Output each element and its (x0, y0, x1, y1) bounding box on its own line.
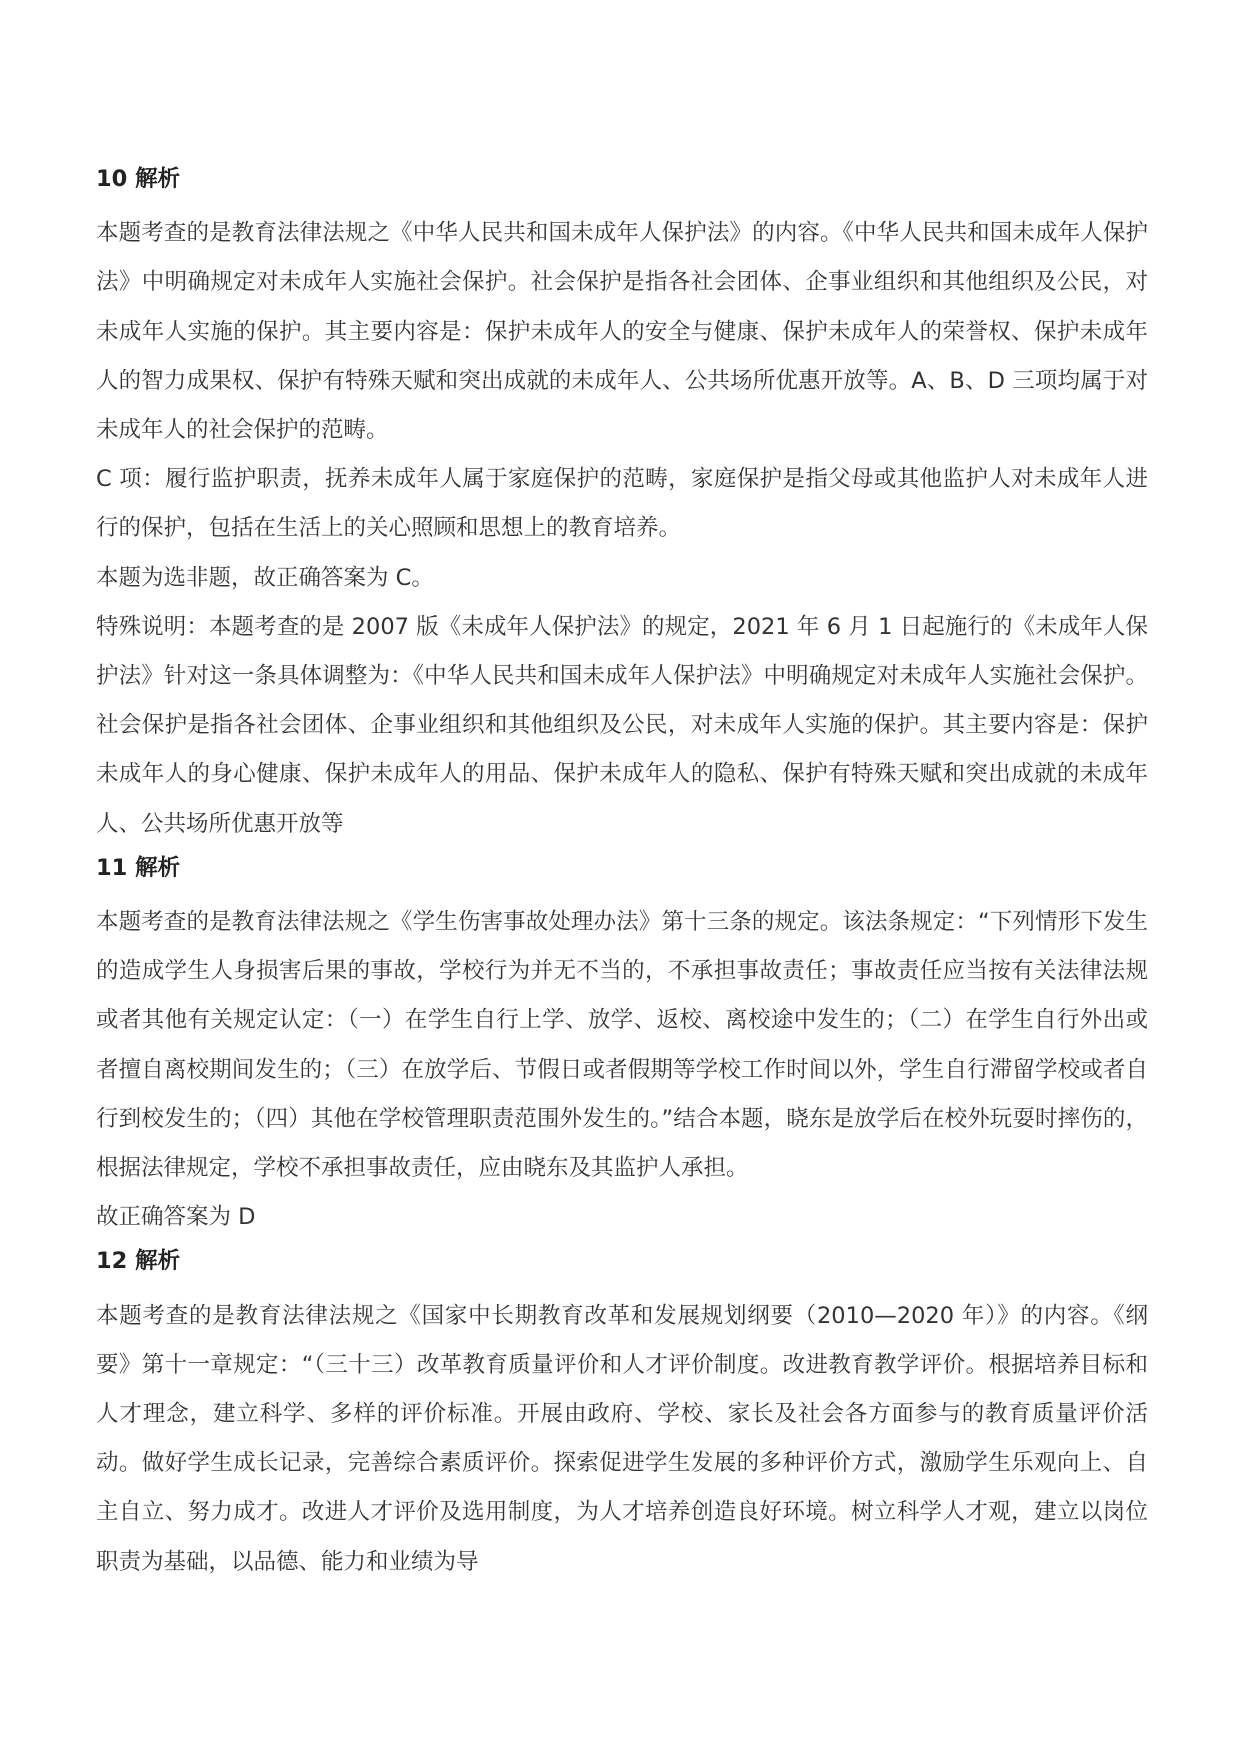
paragraph: 本题考查的是教育法律法规之《中华人民共和国未成年人保护法》的内容。《中华人民共和国未成年人保护法》中明确规定对未成年人实施社会保护。社会保护是指各社会团体、企事业组织和其他组织及公民，对未成年人实施的保护。其主要内容是：保护未成年人的安全与健康、保护未成年人的荣誉权、保护未成年人的智力成果权、保护有特殊天赋和突出成就的未成年人、公共场所优惠开放等。A、B、D 三项均属于对未成年人的社会保护的范畴。 (96, 220, 1148, 443)
paragraph: 故正确答案为 D (96, 1204, 256, 1231)
section-heading: 12 解析 (96, 1248, 181, 1275)
paragraph: 特殊说明：本题考查的是 2007 版《未成年人保护法》的规定，2021 年 6 月 1 日起施行的《未成年人保护法》针对这一条具体调整为：《中华人民共和国未成年人保护法》中明确规定对未成年人实施社会保护。社会保护是指各社会团体、企事业组织和其他组织及公民，对未成年人实施的保护。其主要内容是：保护未成年人的身心健康、保护未成年人的用品、保护未成年人的隐私、保护有特殊天赋和突出成就的未成年人、公共场所优惠开放等 (96, 613, 1148, 837)
section-10 (96, 160, 1148, 849)
paragraph: C 项：履行监护职责，抚养未成年人属于家庭保护的范畴，家庭保护是指父母或其他监护人对未成年人进行的保护，包括在生活上的关心照顾和思想上的教育培养。 (96, 466, 1148, 542)
paragraph: 本题考查的是教育法律法规之《学生伤害事故处理办法》第十三条的规定。该法条规定：“下列情形下发生的造成学生人身损害后果的事故，学校行为并无不当的，不承担事故责任；事故责任应当按有关法律法规或者其他有关规定认定：（一）在学生自行上学、放学、返校、离校途中发生的；（二）在学生自行外出或者擅自离校期间发生的；（三）在放学后、节假日或者假期等学校工作时间以外，学生自行滞留学校或者自行到校发生的；（四）其他在学校管理职责范围外发生的。”结合本题，晓东是放学后在校外玩耍时摔伤的，根据法律规定，学校不承担事故责任，应由晓东及其监护人承担。 (96, 909, 1148, 1182)
section-12 (96, 1242, 1148, 1586)
section-heading: 11 解析 (96, 854, 181, 881)
section-heading: 10 解析 (96, 166, 181, 192)
section-11 (96, 849, 1148, 1243)
paragraph: 本题考查的是教育法律法规之《国家中长期教育改革和发展规划纲要（2010—2020 年）》的内容。《纲要》第十一章规定：“（三十三）改革教育质量评价和人才评价制度。改进教育教学评价。根据培养目标和人才理念，建立科学、多样的评价标准。开展由政府、学校、家长及社会各方面参与的教育质量评价活动。做好学生成长记录，完善综合素质评价。探索促进学生发展的多种评价方式，激励学生乐观向上、自主自立、努力成才。改进人才评价及选用制度，为人才培养创造良好环境。树立科学人才观，建立以岗位职责为基础，以品德、能力和业绩为导 (96, 1302, 1148, 1575)
document-page (96, 160, 1148, 1587)
paragraph: 本题为选非题，故正确答案为 C。 (96, 564, 434, 591)
